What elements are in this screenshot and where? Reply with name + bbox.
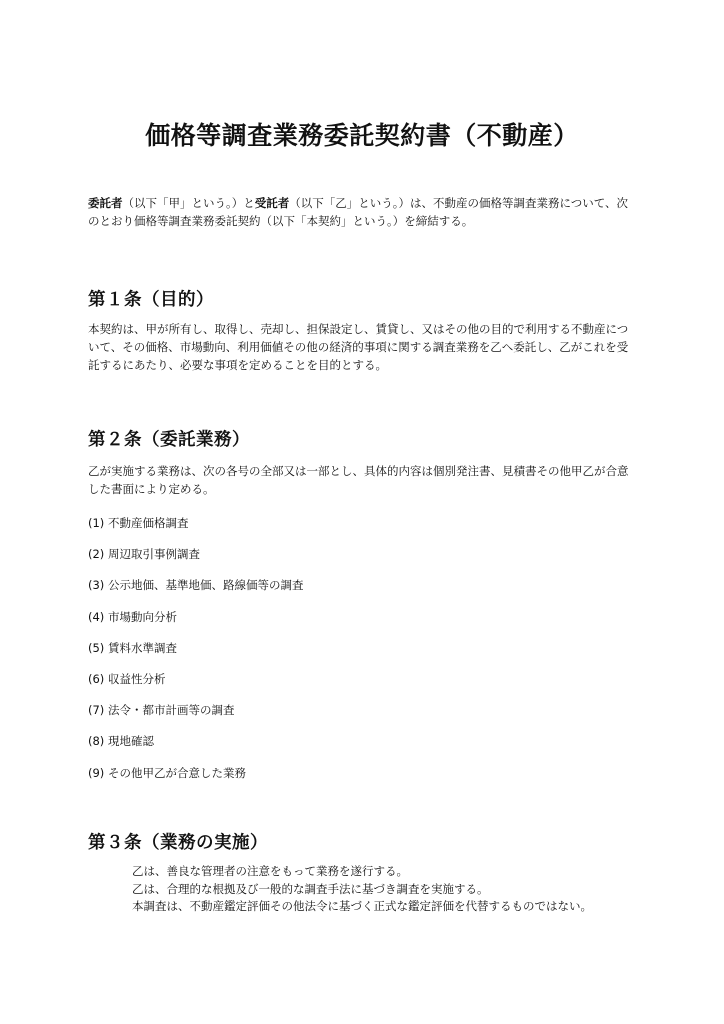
article-2-body: 乙が実施する業務は、次の各号の全部又は一部とし、具体的内容は個別発注書、見積書その他甲乙が合意した書面により定める。 bbox=[88, 464, 629, 496]
list-item: (2) 周辺取引事例調査 bbox=[88, 547, 200, 562]
article-3-line: 乙は、合理的な根拠及び一般的な調査手法に基づき調査を実施する。 bbox=[132, 881, 489, 896]
article-1-body: 本契約は、甲が所有し、取得し、売却し、担保設定し、賃貸し、又はその他の目的で利用する不動産について、その価格、市場動向、利用価値その他の経済的事項に関する調査業務を乙へ委託し、乙がこれを受託するにあたり、必要な事項を定めることを目的とする。 bbox=[88, 322, 629, 372]
list-item: (3) 公示地価、基準地価、路線価等の調査 bbox=[88, 578, 304, 593]
list-item: (8) 現地確認 bbox=[88, 734, 154, 749]
list-item: (9) その他甲乙が合意した業務 bbox=[88, 765, 246, 780]
document-title: 価格等調査業務委託契約書（不動産） bbox=[145, 121, 579, 150]
party-a-label: 委託者 bbox=[88, 196, 123, 210]
article-3-line: 乙は、善良な管理者の注意をもって業務を遂行する。 bbox=[132, 864, 408, 878]
list-item: (4) 市場動向分析 bbox=[88, 609, 177, 624]
article-1-heading: 第１条（目的） bbox=[88, 290, 214, 310]
article-3-lines bbox=[132, 863, 592, 916]
list-item: (6) 収益性分析 bbox=[88, 671, 166, 686]
list-item: (5) 賃料水準調査 bbox=[88, 640, 177, 655]
list-item: (7) 法令・都市計画等の調査 bbox=[88, 703, 235, 718]
article-2-heading: 第２条（委託業務） bbox=[88, 430, 250, 450]
intro-paragraph bbox=[88, 194, 636, 230]
party-b-label: 受託者 bbox=[254, 196, 290, 210]
intro-text-2: （以下「乙」という。）は、不動産の価格等調査業務について、次のとおり価格等調査業務委託契約（以下「本契約」という。）を締結する。 bbox=[88, 196, 629, 228]
article-3-line: 本調査は、不動産鑑定評価その他法令に基づく正式な鑑定評価を代替するものではない。 bbox=[132, 899, 592, 913]
article-3-heading: 第３条（業務の実施） bbox=[88, 833, 268, 853]
list-item: (1) 不動産価格調査 bbox=[88, 516, 189, 530]
intro-text-1: （以下「甲」という。）と bbox=[122, 196, 255, 210]
article-2-item-list bbox=[88, 514, 303, 795]
